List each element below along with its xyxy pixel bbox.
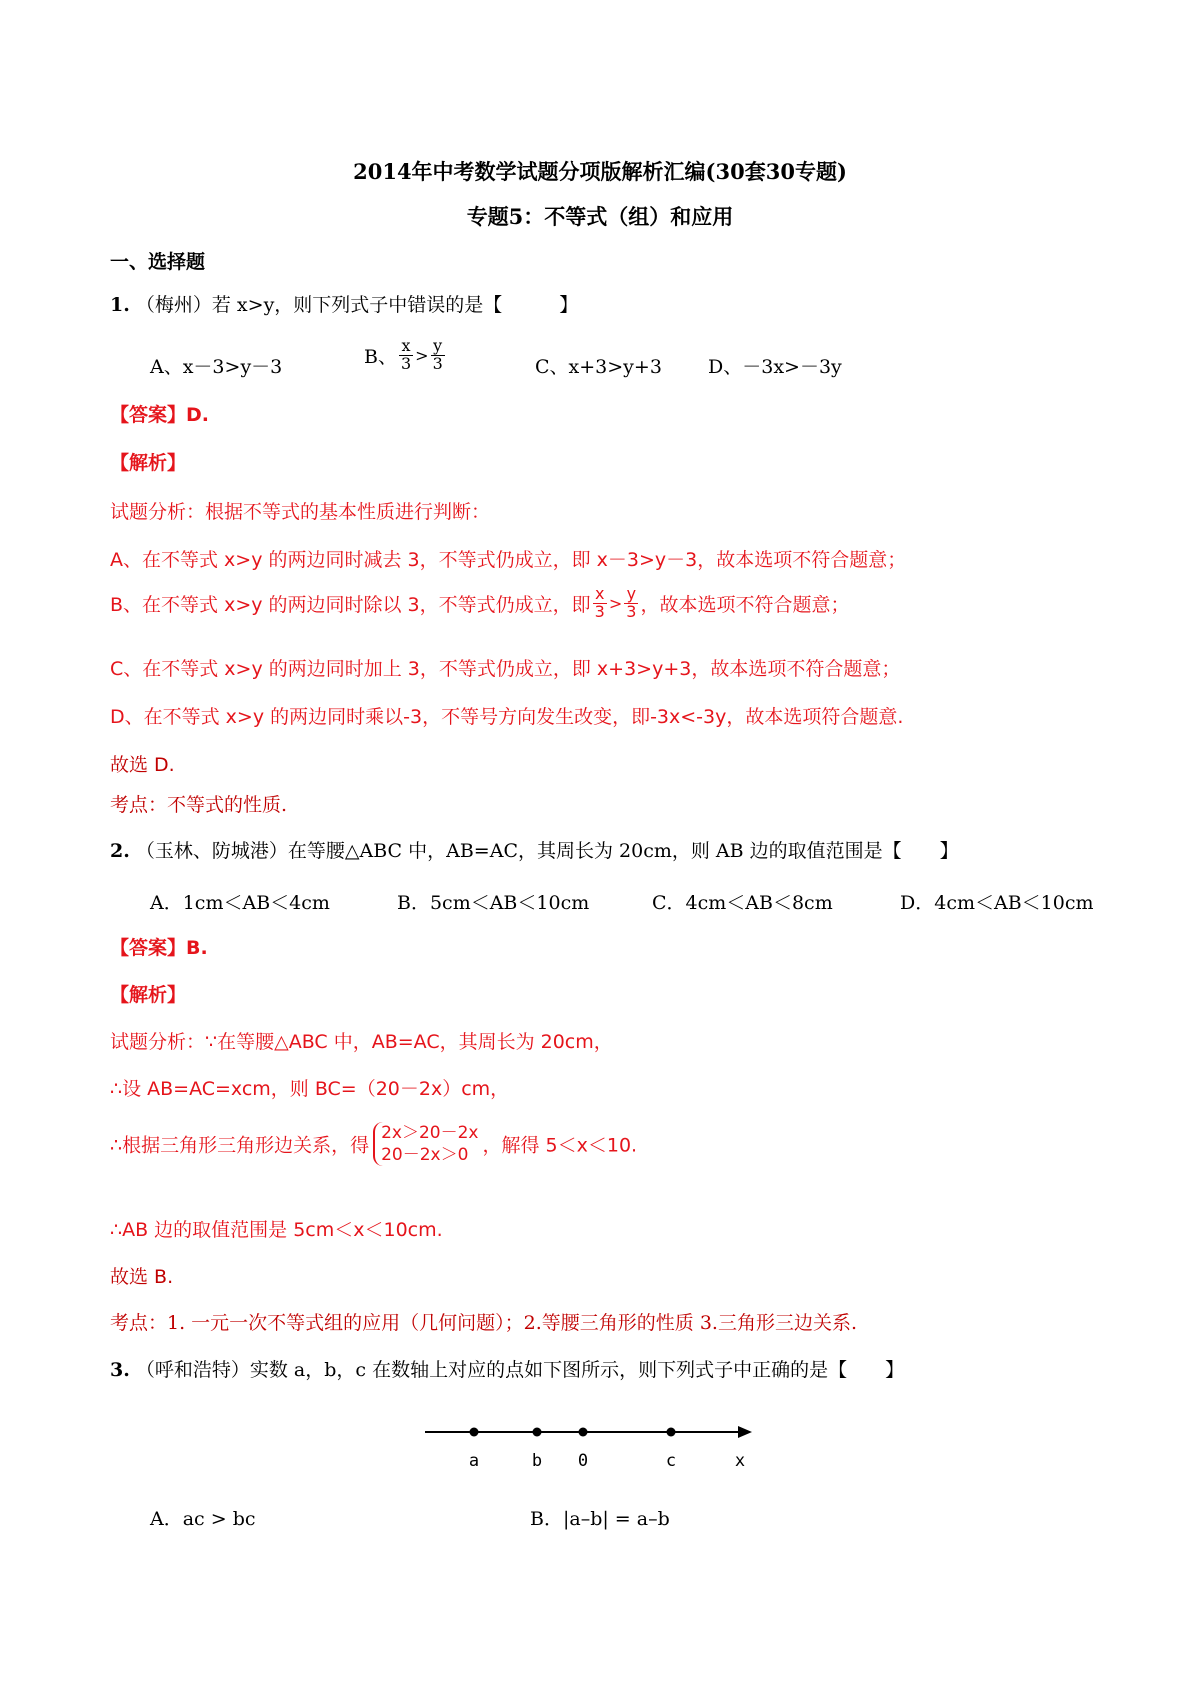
- point-a: [470, 1428, 479, 1437]
- q1-answer: 【答案】D.: [110, 404, 209, 426]
- analysis-text: ，故本选项不符合题意；: [640, 593, 850, 616]
- q2-option-d: D．4cm＜AB＜10cm: [900, 892, 1094, 914]
- question-number: 3.: [110, 1359, 130, 1381]
- section-heading: 一、选择题: [110, 251, 206, 273]
- question-stem: （呼和浩特）实数 a，b，c 在数轴上对应的点如下图所示，则下列式子中正确的是【 】: [135, 1359, 905, 1381]
- analysis-text: ，解得 5＜x＜10.: [482, 1134, 638, 1157]
- question-2: [110, 836, 959, 863]
- label-a: a: [468, 1451, 480, 1471]
- q1-analysis-d: D、在不等式 x>y 的两边同时乘以-3，不等号方向发生改变，即-3x<-3y，故本选项符合题意.: [110, 706, 904, 728]
- q1-option-a: A、x－3>y－3: [150, 356, 283, 378]
- q2-analysis-3: [110, 1122, 637, 1166]
- q2-analysis-2: ∴设 AB=AC=xcm，则 BC=（20－2x）cm，: [110, 1078, 510, 1100]
- q1-option-c: C、x+3>y+3: [535, 356, 662, 378]
- q2-option-c: C．4cm＜AB＜8cm: [652, 892, 833, 914]
- question-number: 1.: [110, 294, 130, 316]
- point-b: [533, 1428, 542, 1437]
- numerator: y: [431, 338, 445, 356]
- fraction-y-over-3: [624, 586, 638, 621]
- denominator: 3: [626, 601, 637, 621]
- inequality-system: [373, 1122, 478, 1166]
- numerator: y: [624, 586, 638, 604]
- q1-choice: 故选 D.: [110, 754, 175, 776]
- q2-option-b: B．5cm＜AB＜10cm: [397, 892, 590, 914]
- label-x: x: [734, 1451, 746, 1471]
- question-1: [110, 290, 578, 317]
- analysis-text: B、在不等式 x>y 的两边同时除以 3，不等式仍成立，即: [110, 593, 591, 616]
- q1-option-d: D、－3x>－3y: [708, 356, 842, 378]
- q1-analysis-intro: 试题分析：根据不等式的基本性质进行判断：: [110, 501, 491, 523]
- number-line-figure: [420, 1410, 760, 1480]
- label-zero: 0: [577, 1451, 589, 1471]
- q3-option-a: A．ac > bc: [150, 1508, 256, 1530]
- axis-arrow: [738, 1426, 752, 1438]
- q2-analysis-label: 【解析】: [110, 984, 187, 1006]
- fraction-x-over-3: [593, 586, 607, 621]
- point-zero: [579, 1428, 588, 1437]
- question-stem: （玉林、防城港）在等腰△ABC 中，AB=AC，其周长为 20cm，则 AB 边的取值范围是【 】: [135, 840, 959, 862]
- q2-option-a: A．1cm＜AB＜4cm: [150, 892, 330, 914]
- denominator: 3: [400, 353, 412, 373]
- option-prefix: B、: [364, 345, 397, 368]
- gt-sign: >: [608, 593, 623, 613]
- q1-analysis-c: C、在不等式 x>y 的两边同时加上 3，不等式仍成立，即 x+3>y+3，故本选项不符合题意；: [110, 658, 901, 680]
- document-title: 2014年中考数学试题分项版解析汇编(30套30专题): [353, 159, 847, 184]
- question-3: [110, 1355, 904, 1382]
- gt-sign: >: [415, 345, 429, 365]
- q1-analysis-b: [110, 586, 849, 621]
- label-c: c: [665, 1451, 677, 1471]
- analysis-text: ∴根据三角形三角形边关系，得: [110, 1134, 370, 1157]
- numerator: x: [593, 586, 607, 604]
- system-row: 20－2x＞0: [381, 1145, 469, 1166]
- fraction-y-over-3: [431, 338, 445, 373]
- q1-analysis-label: 【解析】: [110, 452, 187, 474]
- q1-analysis-a: A、在不等式 x>y 的两边同时减去 3，不等式仍成立，即 x－3>y－3，故本选项不符合题意；: [110, 549, 907, 571]
- document-subtitle: 专题5：不等式（组）和应用: [466, 204, 734, 229]
- denominator: 3: [432, 353, 443, 373]
- label-b: b: [531, 1451, 543, 1471]
- q3-option-b: B．|a–b| = a–b: [530, 1508, 670, 1530]
- q1-knowledge-point: 考点：不等式的性质.: [110, 794, 288, 816]
- q1-option-b: [364, 338, 447, 373]
- fraction-x-over-3: [399, 338, 413, 373]
- numerator: x: [399, 338, 413, 356]
- system-row: 2x＞20－2x: [381, 1123, 479, 1143]
- q2-choice: 故选 B.: [110, 1266, 174, 1288]
- denominator: 3: [594, 601, 605, 621]
- q2-analysis-4: ∴AB 边的取值范围是 5cm＜x＜10cm.: [110, 1219, 443, 1241]
- q2-answer: 【答案】B.: [110, 937, 208, 959]
- q2-knowledge-point: 考点：1. 一元一次不等式组的应用（几何问题）；2.等腰三角形的性质 3.三角形三边关系.: [110, 1312, 858, 1334]
- q2-analysis-1: 试题分析：∵在等腰△ABC 中，AB=AC，其周长为 20cm，: [110, 1031, 613, 1053]
- point-c: [667, 1428, 676, 1437]
- question-number: 2.: [110, 840, 130, 862]
- question-stem: （梅州）若 x>y，则下列式子中错误的是【 】: [135, 294, 579, 316]
